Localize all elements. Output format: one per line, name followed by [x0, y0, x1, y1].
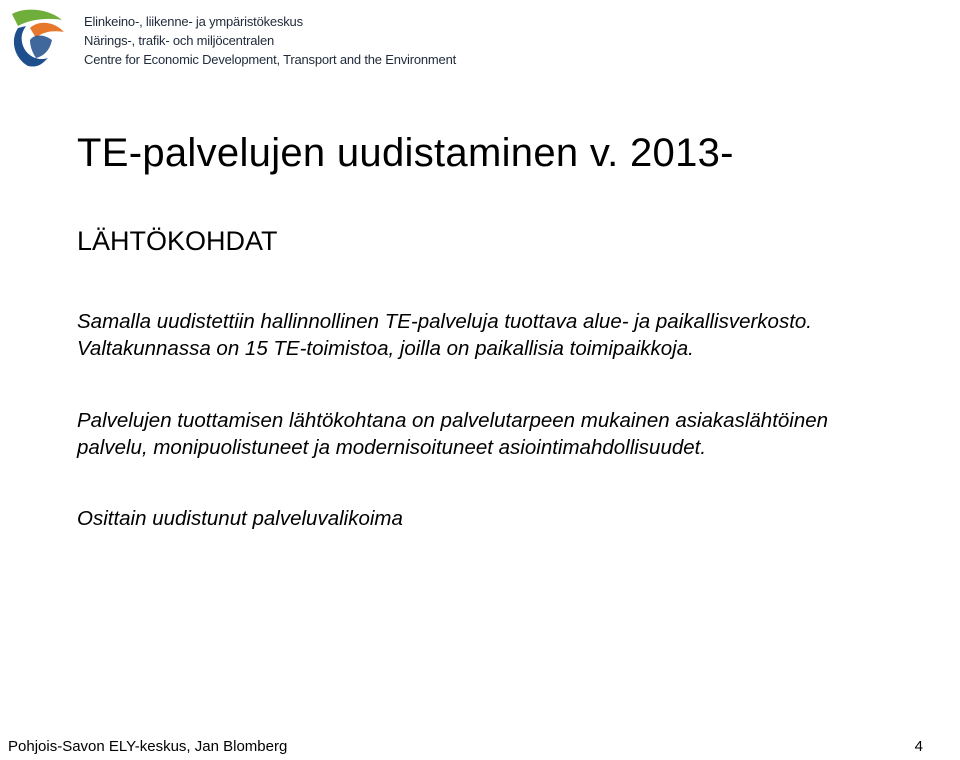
slide-title: TE-palvelujen uudistaminen v. 2013- — [77, 131, 734, 175]
org-name-swedish: Närings-, trafik- och miljöcentralen — [84, 33, 275, 48]
org-name-finnish: Elinkeino-, liikenne- ja ympäristökeskus — [84, 14, 303, 29]
organization-names — [84, 12, 456, 69]
paragraph-line: palvelu, monipuolistuneet ja modernisoituneet asiointimahdollisuudet. — [77, 436, 707, 459]
paragraph-line: Osittain uudistunut palveluvalikoima — [77, 507, 403, 530]
paragraph-line: Samalla uudistettiin hallinnollinen TE-palveluja tuottava alue- ja paikallisverkosto. — [77, 310, 812, 333]
ely-centre-logo-icon — [8, 6, 70, 68]
page-number: 4 — [914, 738, 923, 755]
paragraph-line: Palvelujen tuottamisen lähtökohtana on palvelutarpeen mukainen asiakaslähtöinen — [77, 409, 829, 432]
paragraph-service-basis — [77, 407, 828, 461]
paragraph-network — [77, 308, 812, 362]
section-heading: LÄHTÖKOHDAT — [77, 226, 278, 256]
org-name-english: Centre for Economic Development, Transport and the Environment — [84, 52, 457, 67]
paragraph-service-selection — [77, 505, 403, 532]
footer-author: Pohjois-Savon ELY-keskus, Jan Blomberg — [8, 738, 288, 755]
paragraph-line: Valtakunnassa on 15 TE-toimistoa, joilla on paikallisia toimipaikkoja. — [77, 337, 694, 360]
